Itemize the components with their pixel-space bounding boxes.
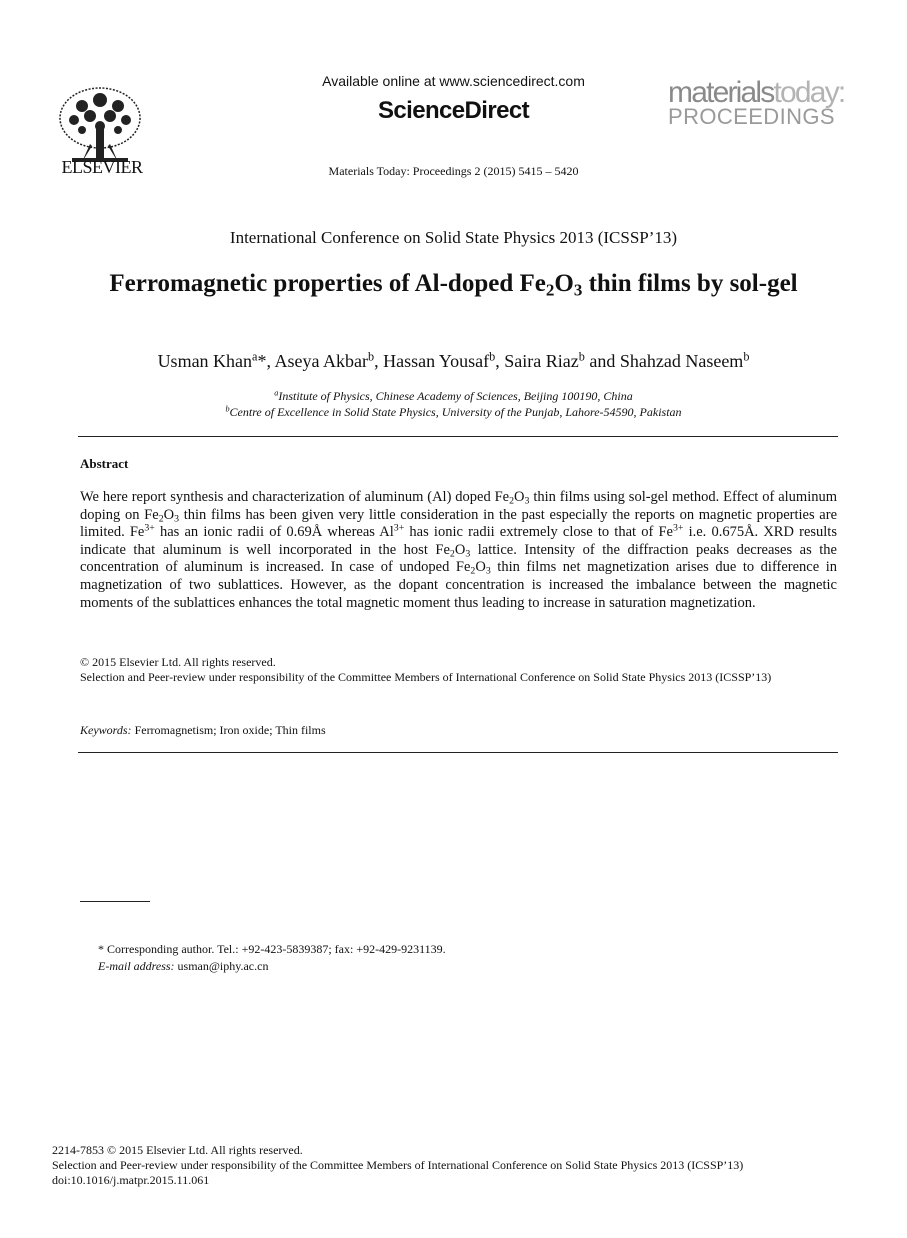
abstract-text: We here report synthesis and characterization of aluminum (Al) doped $Fe_2O_3$ thin films using sol-gel method. Effect of aluminum doping on $Fe_2O_3$ thin films has been given very little consideration in the past especially the reports on magnetic properties are limited. $Fe^{3+}$ has an ionic radii of 0.69Å whereas $Al^{3+}$ has ionic radii extremely close to that of $Fe^{3+}$ i.e. 0.675Å. XRD results indicate that aluminum is well incorporated in the host $Fe_2O_3$ lattice. Intensity of the diffraction peaks decreases as the concentration of aluminum is increased. In case of undoped $Fe_2O_3$ thin films net magnetization arises due to difference in magnetization of two sublattices. However, as the dopant concentration is increased the imbalance between the magnetic moments of the sublattices enhances the total magnetic moment thus leading to increase in saturation magnetization. [80, 489, 838, 611]
copyright-notice: © 2015 Elsevier Ltd. All rights reserved. Selection and Peer-review under responsibility of the Committee Members of International Conference on Solid State Physics 2013 (ICSSP’13) [80, 655, 772, 684]
logo-proceedings: PROCEEDINGS [668, 104, 835, 129]
email-link[interactable]: usman@iphy.ac.cn [174, 959, 269, 973]
email-address: E-mail address: usman@iphy.ac.cn [98, 959, 269, 973]
paper-title: Ferromagnetic properties of Al-doped $Fe_2O_3$ thin films by sol-gel [109, 270, 798, 300]
affiliation-a: $^a$Institute of Physics, Chinese Academy of Sciences, Beijing 100190, China [274, 388, 633, 403]
doi-link[interactable]: doi:10.1016/j.matpr.2015.11.061 [52, 1173, 210, 1187]
publisher-name: ELSEVIER [61, 157, 143, 177]
sciencedirect-logo: ScienceDirect [378, 97, 529, 124]
author-name: Usman Khan [157, 351, 253, 371]
logo-today: today: [773, 76, 845, 109]
author-name: Saira Riaz [504, 351, 579, 371]
divider-top [78, 436, 838, 437]
corresponding-author-note: * Corresponding author. Tel.: +92-423-5839387; fax: +92-429-9231139. [98, 942, 446, 956]
page-footer: 2214-7853 © 2015 Elsevier Ltd. All rights reserved. Selection and Peer-review under responsibility of the Committee Members of International Conference on Solid State Physics 2013 (ICSSP’13) doi:10.1016/j.matpr.2015.11.061 [52, 1143, 872, 1188]
author-name: Aseya Akbar [274, 351, 368, 371]
available-online-text[interactable]: Available online at www.sciencedirect.com [322, 73, 585, 89]
conference-name: International Conference on Solid State Physics 2013 (ICSSP’13) [229, 228, 678, 247]
materials-today-logo [668, 78, 863, 128]
keywords: Keywords: Ferromagnetism; Iron oxide; Thin films [80, 723, 326, 737]
author-list: Usman Khan$^a$*, Aseya Akbar$^b$, Hassan Yousaf$^b$, Saira Riaz$^b$ and Shahzad Naseem$^b$ [157, 349, 750, 371]
author-name: Shahzad Naseem [619, 351, 744, 371]
footnote-rule [80, 901, 150, 902]
logo-materials: materials [668, 76, 774, 109]
affiliation-b: $^b$Centre of Excellence in Solid State Physics, University of the Punjab, Lahore-54590, Pakistan [225, 404, 682, 419]
author-name: Hassan Yousaf [383, 351, 490, 371]
abstract-heading: Abstract [80, 456, 129, 471]
divider-bottom [78, 752, 838, 753]
journal-reference: Materials Today: Proceedings 2 (2015) 5415 – 5420 [328, 164, 579, 178]
